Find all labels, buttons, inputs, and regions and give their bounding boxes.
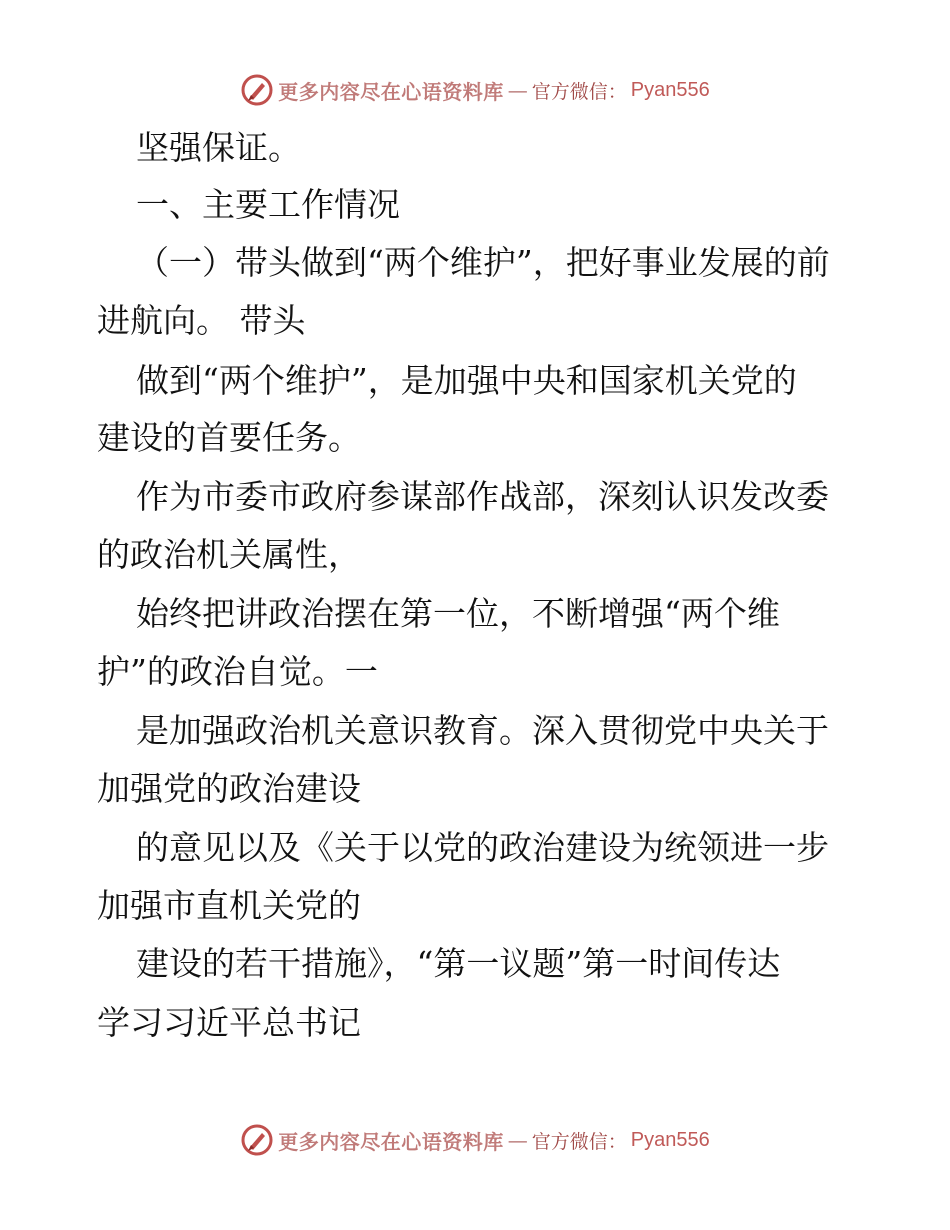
body-line: 加强党的政治建设: [97, 769, 361, 808]
body-line: 建设的首要任务。: [97, 418, 361, 457]
pen-logo-icon: [240, 73, 274, 107]
watermark-text: 更多内容尽在心语资料库: [278, 79, 504, 104]
footer-watermark: [0, 1120, 950, 1160]
body-line: 坚强保证。: [136, 128, 301, 167]
section-heading: 一、主要工作情况: [136, 185, 400, 224]
watermark-wechat-id: Pyan556: [630, 78, 710, 101]
subsection-heading: （一）带头做到“两个维护”，把好事业发展的前: [136, 243, 830, 282]
header-watermark: [0, 70, 950, 110]
body-line: 进航向。 带头: [97, 301, 306, 340]
body-line: 的政治机关属性，: [97, 535, 361, 574]
watermark-wechat-label: 官方微信：: [531, 80, 627, 103]
watermark-text: 更多内容尽在心语资料库: [278, 1129, 504, 1154]
pen-logo-icon: [240, 1123, 274, 1157]
body-line: 作为市委市政府参谋部作战部，深刻认识发改委: [136, 477, 829, 516]
watermark-wechat-id: Pyan556: [630, 1128, 710, 1151]
body-line: 护”的政治自觉。一: [97, 652, 378, 691]
watermark-dash: —: [507, 1128, 528, 1152]
body-line: 的意见以及《关于以党的政治建设为统领进一步: [136, 828, 829, 867]
body-line: 加强市直机关党的: [97, 886, 361, 925]
body-line: 始终把讲政治摆在第一位，不断增强“两个维: [136, 594, 780, 633]
watermark-dash: —: [507, 78, 528, 102]
body-line: 做到“两个维护”，是加强中央和国家机关党的: [136, 361, 797, 400]
body-line: 建设的若干措施》，“第一议题”第一时间传达: [136, 944, 781, 983]
body-line: 学习习近平总书记: [97, 1003, 361, 1042]
watermark-wechat-label: 官方微信：: [531, 1130, 627, 1153]
body-line: 是加强政治机关意识教育。深入贯彻党中央关于: [136, 711, 829, 750]
